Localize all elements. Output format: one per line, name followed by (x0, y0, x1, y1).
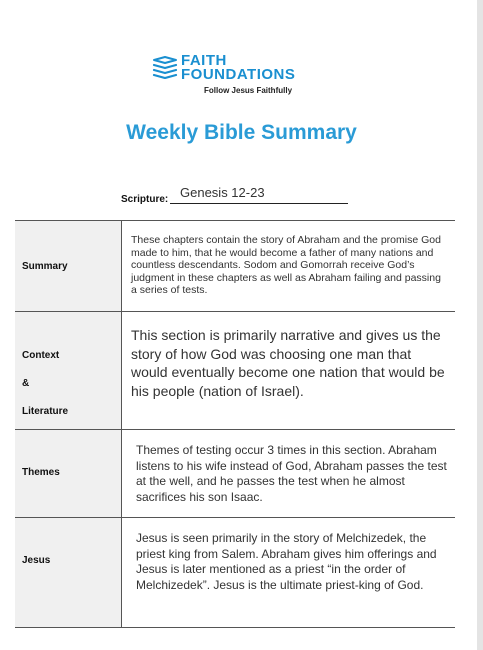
table-row-jesus (15, 518, 455, 628)
row-label-cell (15, 221, 122, 311)
jesus-text: Jesus is seen primarily in the story of Melchizedek, the priest king from Salem. Abraham gives him offerings and Jesus is later mentioned as a priest “in the order of Melchizedek”. Jesus is the ultimate priest-king of God. (136, 531, 437, 592)
row-label-context: Context (22, 350, 60, 361)
table-row-themes (15, 430, 455, 518)
logo-text-faith: FAITH (181, 52, 227, 69)
summary-text: These chapters contain the story of Abraham and the promise God made to him, that he would become a father of many nations and countless descendants. Sodom and Gomorrah receive God’s judgment in these chapters as well as Abraham failing and passing a series of tests. (131, 234, 441, 296)
page-edge-shadow (477, 0, 483, 650)
row-label-jesus: Jesus (22, 555, 51, 566)
row-label-cell (15, 312, 122, 429)
logo-text-foundations: FOUNDATIONS (181, 66, 296, 83)
themes-text: Themes of testing occur 3 times in this section. Abraham listens to his wife instead of God, Abraham passes the test at the well, and he passes the test when he almost sacrifices his son Isaac. (136, 443, 447, 504)
row-label-cell (15, 518, 122, 627)
context-literature-text: This section is primarily narrative and gives us the story of how God was choosing one man that would eventually become one nation that would be his people (nation of Israel). (131, 327, 445, 399)
logo-tagline: Follow Jesus Faithfully (204, 86, 293, 95)
scripture-label: Scripture: (121, 194, 169, 205)
row-label-ampersand: & (22, 378, 30, 389)
row-label-themes: Themes (22, 467, 60, 478)
scripture-field[interactable]: Genesis 12-23 (170, 184, 348, 204)
summary-table (15, 220, 455, 628)
row-label-literature: Literature (22, 406, 69, 417)
row-label-cell (15, 430, 122, 517)
book-stack-icon (152, 55, 178, 79)
page-title: Weekly Bible Summary (126, 121, 357, 144)
table-row-context-literature (15, 312, 455, 430)
row-label-summary: Summary (22, 261, 68, 272)
table-row-summary (15, 221, 455, 312)
faith-foundations-logo (152, 53, 327, 103)
